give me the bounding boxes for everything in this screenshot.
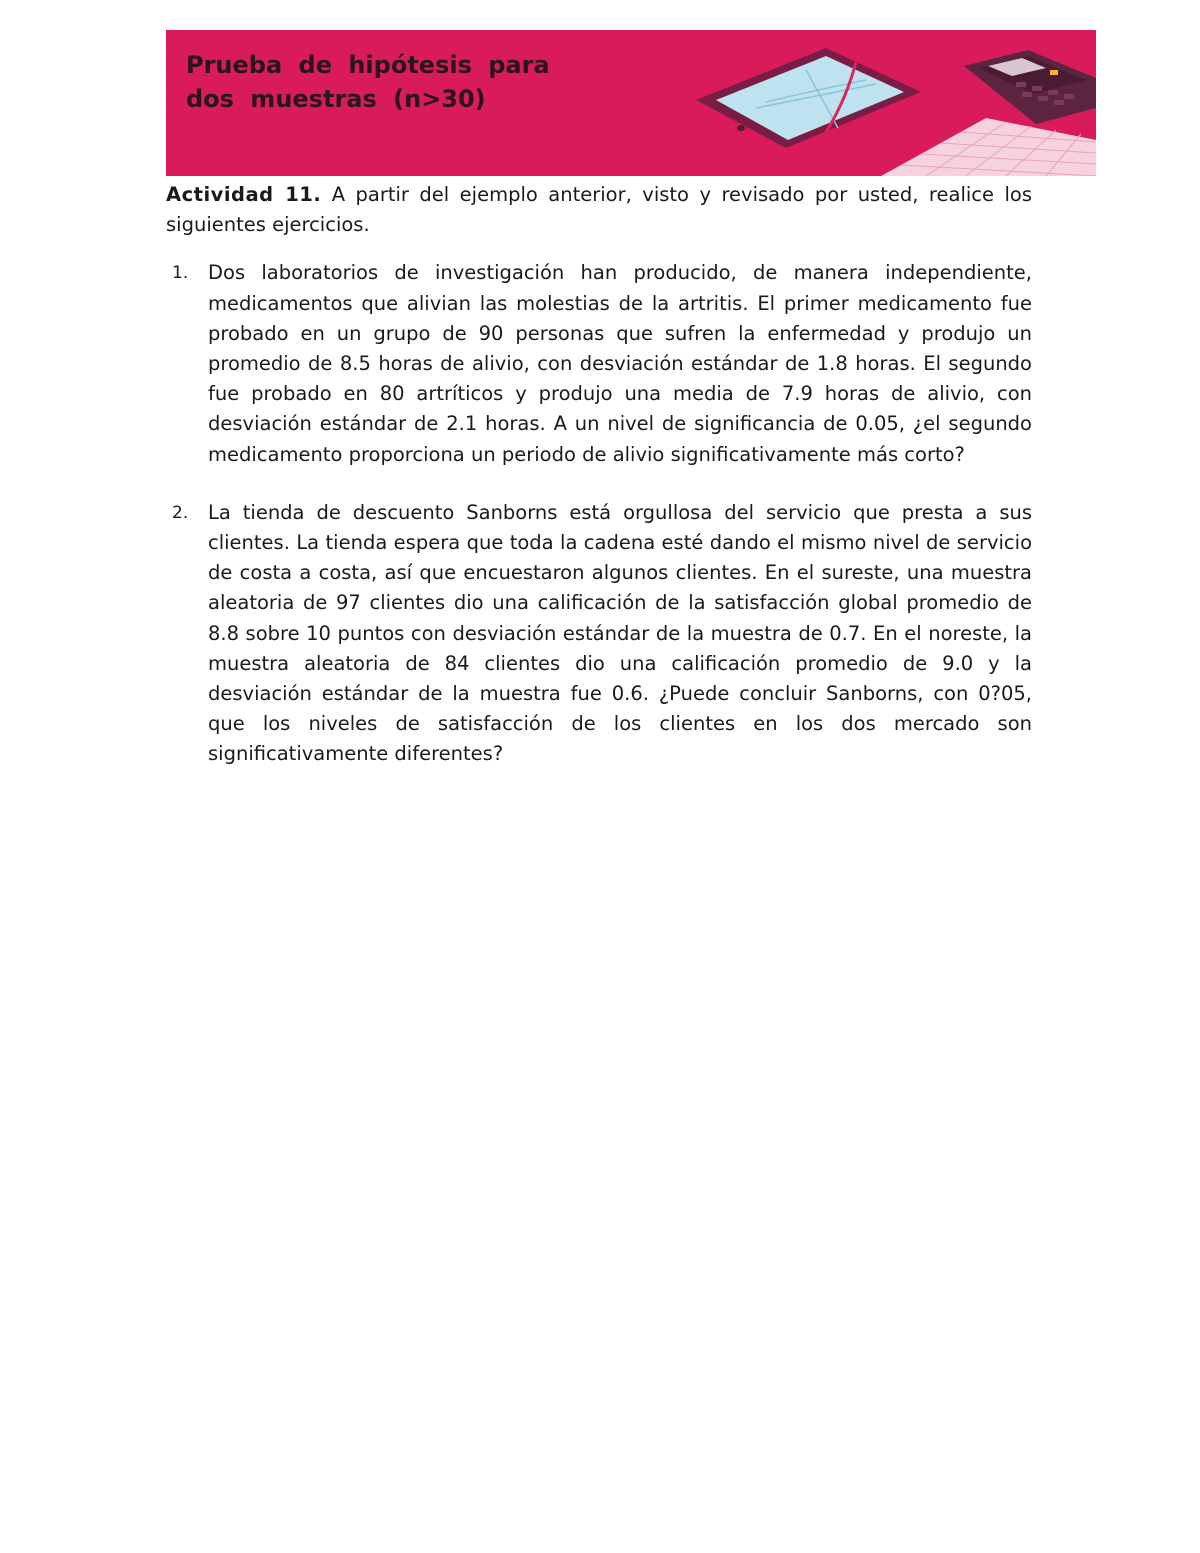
activity-text: A partir del ejemplo anterior, visto y revisado por usted, realice los siguientes ejercicios.	[166, 183, 1032, 237]
page-title: Prueba de hipótesis para dos muestras (n>30)	[186, 51, 550, 113]
document-body	[166, 180, 1032, 798]
header-banner	[166, 30, 1096, 176]
exercise-text: Dos laboratorios de investigación han producido, de manera independiente, medicamentos que alivian las molestias de la artritis. El primer medicamento fue probado en un grupo de 90 personas que sufren la enfermedad y produjo un promedio de 8.5 horas de alivio, con desviación estándar de 1.8 horas. El segundo fue probado en 80 artríticos y produjo una media de 7.9 horas de alivio, con desviación estándar de 2.1 horas. A un nivel de significancia de 0.05, ¿el segundo medicamento proporciona un periodo de alivio significativamente más corto?	[208, 261, 1032, 466]
activity-label: Actividad 11.	[166, 183, 322, 206]
exercise-list	[166, 258, 1032, 769]
exercise-item-2	[166, 498, 1032, 770]
exercise-text: La tienda de descuento Sanborns está orgullosa del servicio que presta a sus clientes. La tienda espera que toda la cadena esté dando el mismo nivel de servicio de costa a costa, así que encuestaron algunos clientes. En el sureste, una muestra aleatoria de 97 clientes dio una calificación de la satisfacción global promedio de 8.8 sobre 10 puntos con desviación estándar de la muestra de 0.7. En el noreste, la muestra aleatoria de 84 clientes dio una calificación promedio de 9.0 y la desviación estándar de la muestra fue 0.6. ¿Puede concluir Sanborns, con 0?05, que los niveles de satisfacción de los clientes en los dos mercado son significativamente diferentes?	[208, 500, 1032, 766]
exercise-number: 1.	[172, 263, 189, 284]
exercise-number: 2.	[172, 502, 189, 523]
activity-intro	[166, 180, 1032, 240]
exercise-item-1	[166, 258, 1032, 469]
